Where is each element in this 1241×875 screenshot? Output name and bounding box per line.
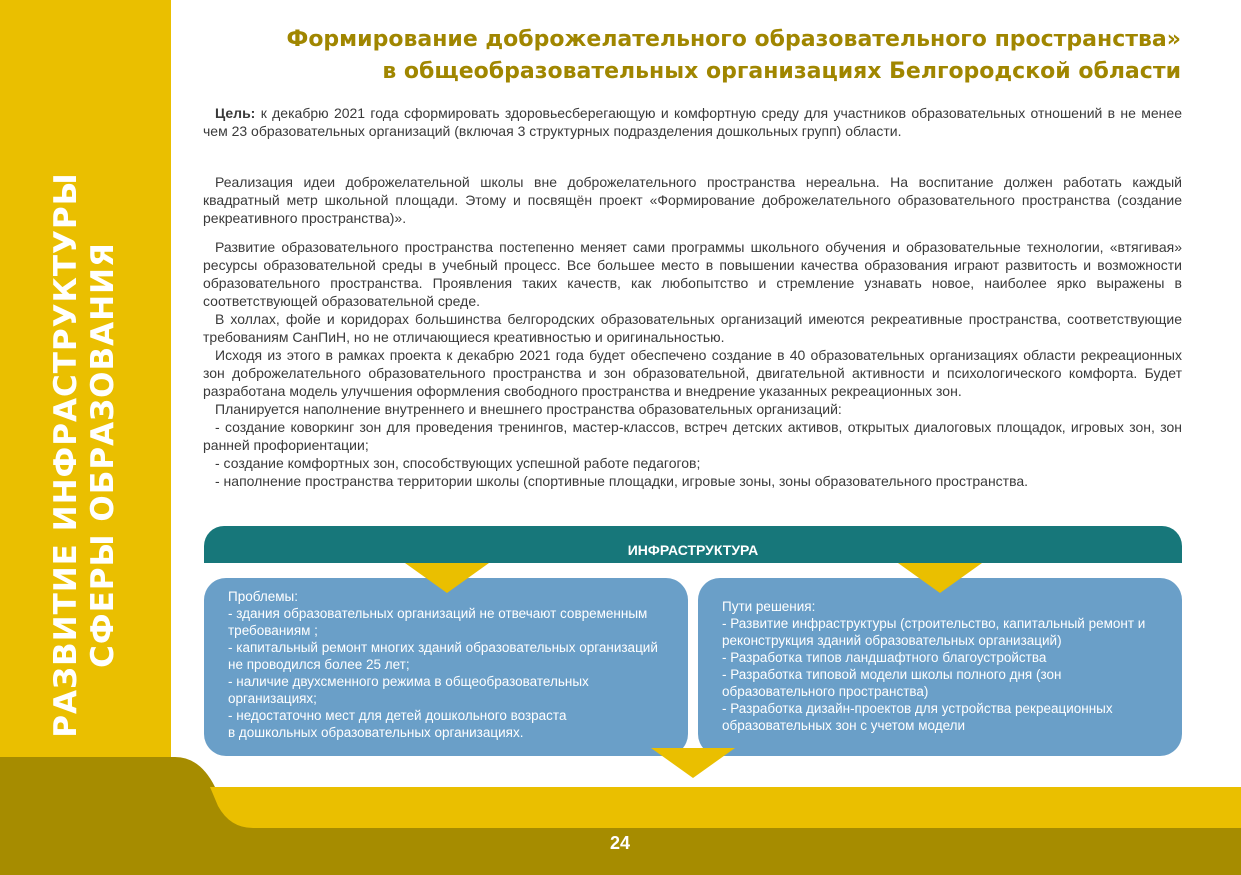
page-title <box>221 24 1181 88</box>
infrastructure-header <box>204 526 1182 563</box>
down-arrow-left-icon <box>405 563 489 593</box>
paragraph-7: - создание комфортных зон, способствующих успешной работе педагогов; <box>215 455 701 471</box>
paragraph-3: В холлах, фойе и коридорах большинства белгородских образовательных организаций имеются рекреативные пространства, соответствующие требованиям СанПиН, но не отличающиеся креативностью и оригинальностью. <box>203 311 1182 345</box>
problems-panel <box>204 578 688 756</box>
body-text <box>203 238 1182 490</box>
footer-light-band <box>210 787 1241 828</box>
infrastructure-header-label: ИНФРАСТРУКТУРА <box>627 542 759 558</box>
page-title-line-2: в общеобразовательных организациях Белгородской области <box>382 59 1181 84</box>
paragraph-4: Исходя из этого в рамках проекта к декабрю 2021 года будет обеспечено создание в 40 образовательных организациях области рекреационных зон доброжелательного образовательного пространства и зон образовательной, двигательной активности и психологического комфорта. Будет разработана модель улучшения оформления свободного пространства и внедрение указанных рекреационных зон. <box>203 347 1182 399</box>
paragraph-8: - наполнение пространства территории школы (спортивные площадки, игровые зоны, зоны образовательного пространства. <box>215 473 1029 489</box>
down-arrow-right-icon <box>898 563 982 593</box>
problems-text: Проблемы: - здания образовательных организаций не отвечают современным требованиям ; - капитальный ремонт многих зданий образовательных организаций не проводился более 25 лет; - наличие двухсменного режима в общеобразовательных организациях; - недостаточно мест для детей дошкольного возраста в дошкольных образовательных организациях. <box>228 589 658 740</box>
page-title-line-1: Формирование доброжелательного образовательного пространства» <box>286 27 1181 52</box>
intro-paragraph <box>203 173 1182 227</box>
section-title-line-2: СФЕРЫ ОБРАЗОВАНИЯ <box>85 242 121 668</box>
solutions-panel <box>698 578 1182 756</box>
paragraph-2: Развитие образовательного пространства постепенно меняет сами программы школьного обучения и образовательные технологии, «втягивая» ресурсы образовательной среды в учебный процесс. Все большее место в повышении качества образования играют развитость и возможности образовательного пространства. Проявления таких качеств, как любопытство и стремление узнавать новое, наиболее ярко выражены в соответствующей образовательной среде. <box>203 239 1182 309</box>
solutions-text: Пути решения: - Развитие инфраструктуры (строительство, капитальный ремонт и реконструкция зданий образовательных организаций) - Разработка типов ландшафтного благоустройства - Разработка типовой модели школы полного дня (зон образовательного пространства) - Разработка дизайн-проектов для устройства рекреационных образовательных зон с учетом модели <box>722 599 1146 733</box>
paragraph-5: Планируется наполнение внутреннего и внешнего пространства образовательных организаций: <box>215 401 842 417</box>
section-title-line-1: РАЗВИТИЕ ИНФРАСТРУКТУРЫ <box>48 172 84 738</box>
paragraph-1: Реализация идеи доброжелательной школы вне доброжелательного пространства нереальна. На воспитание должен работать каждый квадратный метр школьной площади. Этому и посвящён проект «Формирование доброжелательного образовательного пространства (создание рекреативного пространства)». <box>203 174 1182 226</box>
goal-label: Цель: <box>215 105 256 121</box>
goal-paragraph <box>203 104 1182 140</box>
goal-text: к декабрю 2021 года сформировать здоровьесберегающую и комфортную среду для участников образовательных отношений в не менее чем 23 образовательных организаций (включая 3 структурных подразделения дошкольных групп) области. <box>203 105 1182 139</box>
paragraph-6: - создание коворкинг зон для проведения тренингов, мастер-классов, встреч детских активов, открытых диалоговых площадок, игровых зон, зон ранней профориентации; <box>203 419 1182 453</box>
down-arrow-center-icon <box>651 748 735 778</box>
page-number: 24 <box>609 833 631 853</box>
